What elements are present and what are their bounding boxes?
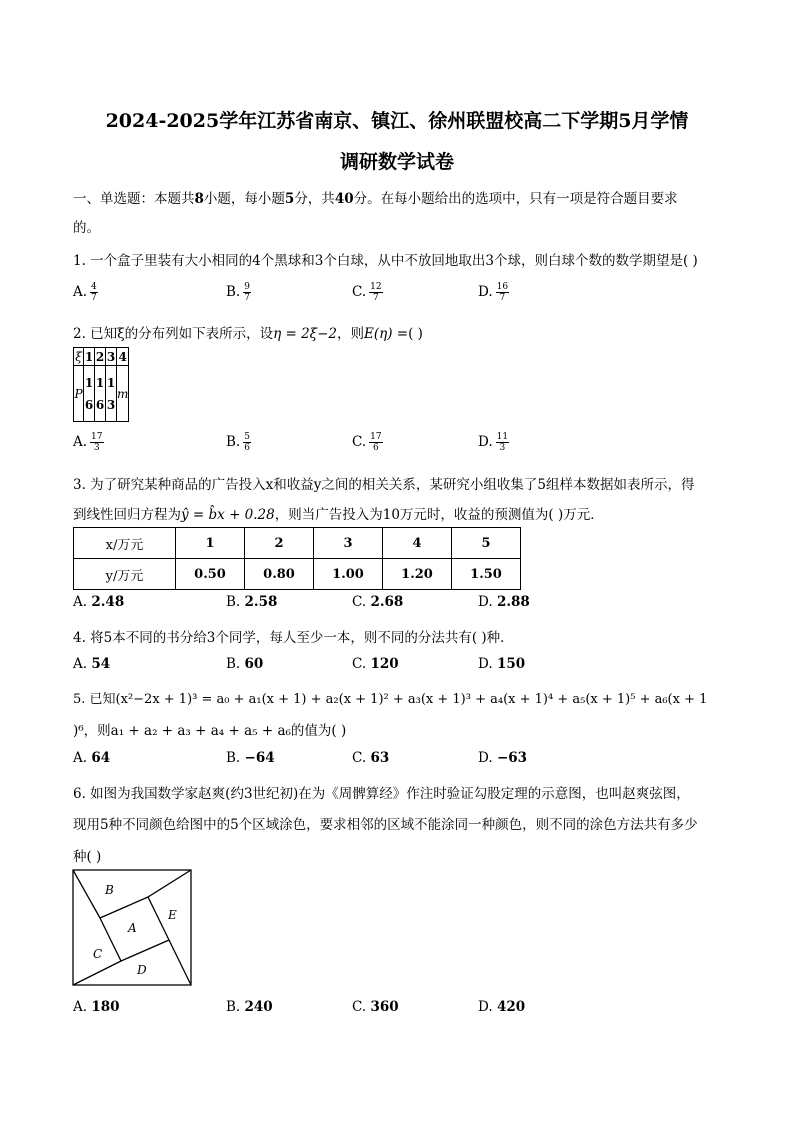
q4-option-b[interactable]: B. 60 bbox=[226, 656, 264, 672]
q2-distribution-table: ξ 1 2 3 4 P 1 6 1 6 1 3 m bbox=[73, 347, 129, 422]
q2-option-b[interactable]: B. $\frac{5}{6}$ bbox=[226, 432, 250, 453]
q6-option-d[interactable]: D. 420 bbox=[478, 999, 526, 1015]
q4-option-d[interactable]: D. 150 bbox=[478, 656, 526, 672]
zhao-shuang-diagram bbox=[72, 869, 194, 987]
q6-option-b[interactable]: B. 240 bbox=[226, 999, 273, 1015]
region-label-e: E bbox=[168, 908, 177, 922]
q5-stem-line-1: 5. 已知(x²−2x + 1)³ = a₀ + a₁(x + 1) + a₂(x + 1)² + a₃(x + 1)³ + a₄(x + 1)⁴ + a₅(x + 1)⁵ + a₆(x + 1 bbox=[73, 692, 708, 707]
q2-option-d[interactable]: D. $\frac{11}{3}$ bbox=[478, 432, 509, 453]
q3-option-b[interactable]: B. 2.58 bbox=[226, 594, 278, 610]
region-label-b: B bbox=[105, 883, 114, 897]
q1-stem: 1. 一个盒子里装有大小相同的4个黑球和3个白球，从中不放回地取出3个球，则白球个数的数学期望是( ) bbox=[73, 253, 698, 269]
q4-option-a[interactable]: A. 54 bbox=[73, 656, 111, 672]
q1-option-d[interactable]: D. $\frac{16}{7}$ bbox=[478, 282, 509, 303]
q5-stem-line-2: )⁶，则a₁ + a₂ + a₃ + a₄ + a₅ + a₆的值为( ) bbox=[73, 723, 347, 739]
region-label-a: A bbox=[128, 921, 137, 935]
q5-option-c[interactable]: C. 63 bbox=[352, 750, 390, 766]
title-line-2: 调研数学试卷 bbox=[339, 151, 454, 173]
q2-stem: 2. 已知ξ的分布列如下表所示，设η = 2ξ−2，则E(η) =( ) bbox=[73, 326, 423, 342]
q6-option-c[interactable]: C. 360 bbox=[352, 999, 399, 1015]
region-label-d: D bbox=[137, 963, 147, 977]
region-label-c: C bbox=[93, 947, 103, 961]
table-header-x: x/万元 bbox=[74, 528, 176, 559]
q6-stem-line-1: 6. 如图为我国数学家赵爽(约3世纪初)在为《周髀算经》作注时验证勾股定理的示意图，也叫赵爽弦图， bbox=[73, 786, 690, 802]
q6-stem-line-2: 现用5种不同颜色给图中的5个区域涂色，要求相邻的区域不能涂同一种颜色，则不同的涂色方法共有多少 bbox=[73, 817, 698, 833]
title-line-1: 2024-2025学年江苏省南京、镇江、徐州联盟校高二下学期5月学情 bbox=[105, 110, 689, 132]
q5-option-a[interactable]: A. 64 bbox=[73, 750, 111, 766]
q3-stem-line-1: 3. 为了研究某种商品的广告投入x和收益y之间的相关关系，某研究小组收集了5组样本数据如表所示，得 bbox=[73, 477, 695, 493]
q4-stem: 4. 将5本不同的书分给3个同学，每人至少一本，则不同的分法共有( )种． bbox=[73, 630, 514, 646]
q1-option-c[interactable]: C. $\frac{12}{7}$ bbox=[352, 282, 382, 303]
q3-option-a[interactable]: A. 2.48 bbox=[73, 594, 125, 610]
table-header-y: y/万元 bbox=[74, 559, 176, 590]
q3-stem-line-2: 到线性回归方程为ŷ = b̂x + 0.28，则当广告投入为10万元时，收益的预测值为( )万元． bbox=[73, 507, 604, 523]
q2-option-c[interactable]: C. $\frac{17}{6}$ bbox=[352, 432, 382, 453]
q1-option-b[interactable]: B. $\frac{9}{7}$ bbox=[226, 282, 250, 303]
q4-option-c[interactable]: C. 120 bbox=[352, 656, 399, 672]
q3-option-c[interactable]: C. 2.68 bbox=[352, 594, 404, 610]
section-header-cont: 的。 bbox=[73, 220, 100, 236]
q3-option-d[interactable]: D. 2.88 bbox=[478, 594, 530, 610]
q6-option-a[interactable]: A. 180 bbox=[73, 999, 120, 1015]
q5-option-d[interactable]: D. −63 bbox=[478, 750, 528, 766]
q6-stem-line-3: 种( ) bbox=[73, 849, 102, 865]
q1-option-a[interactable]: A. $\frac{4}{7}$ bbox=[73, 282, 97, 303]
q5-option-b[interactable]: B. −64 bbox=[226, 750, 275, 766]
section-header: 一、单选题：本题共8小题，每小题5分，共40分。在每小题给出的选项中，只有一项是符合题目要求 bbox=[73, 191, 678, 207]
q3-data-table: x/万元 1 2 3 4 5 y/万元 0.50 0.80 1.00 1.20 1.50 bbox=[73, 527, 521, 590]
q2-option-a[interactable]: A. $\frac{17}{3}$ bbox=[73, 432, 103, 453]
